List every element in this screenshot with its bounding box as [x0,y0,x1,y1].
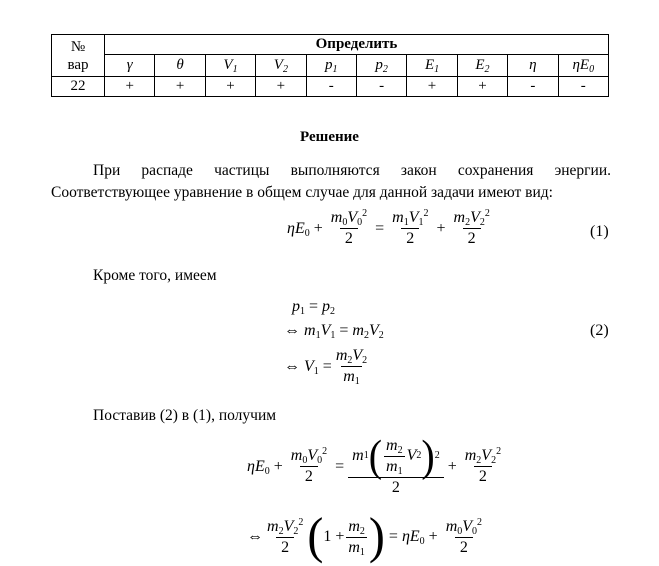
col-e1: $E_1$ [407,55,457,77]
value-cell: + [256,77,306,97]
paragraph-kroме: Кроме того, имеем [93,267,217,284]
equation-2-line-1: $p_1 = p_2$ [292,298,336,317]
value-cell: + [155,77,205,97]
paragraph-substitution: Поставив (2) в (1), получим [93,407,277,424]
variants-table [51,34,609,97]
paragraph-line: Соответствующее уравнение в общем случае для данной задачи имеют вид: [51,184,553,201]
col-e2: $E_2$ [457,55,507,77]
paragraph-intro [51,160,611,204]
value-cell: - [508,77,558,97]
table-row [52,77,609,97]
symbols-row [52,55,609,77]
value-cell: - [356,77,406,97]
equation-1: $\eta E_0$ + $\frac{m_0V_0^2}{2}$ = $\frac{m_1V_1^2}{2}$ + $\frac{m_2V_2^2}{2}$ [287,208,490,247]
col-v1: $V_1$ [205,55,255,77]
value-cell: + [105,77,155,97]
col-eta-e0: $\eta E_0$ [558,55,608,77]
variant-label: вар [67,56,89,73]
variant-number: 22 [52,77,105,97]
equation-2-line-2: ⇔ $m_1V_1 = m_2V_2$ [284,322,384,341]
value-cell: + [205,77,255,97]
variant-number-header [52,35,105,77]
equation-number: (1) [590,223,609,240]
paragraph-line: При распаде частицы выполняются закон сохранения энергии. [93,162,611,179]
col-eta: η [508,55,558,77]
determine-header: Определить [105,35,609,55]
col-p1: $p_1$ [306,55,356,77]
value-cell: - [306,77,356,97]
number-sign-label: № [70,38,86,55]
section-heading: Решение [300,129,359,145]
value-cell: - [558,77,608,97]
equation-4: ⇔ $\frac{m_2V_2^2}{2}$ ( 1 + $\frac{m_2}{m_1}$ ) = $\eta E_0$ + $\frac{m_0V_0^2}{2}$ [247,508,483,565]
equation-3: $\eta E_0$ + $\frac{m_0V_0^2}{2}$ = m 1 ( $\frac{m_2}{m_1}$ V 2 ) 2 2 + $\frac{m_2V_2^2}{2}$ [247,430,502,496]
equation-2-line-3: ⇔ $V_1$ = $\frac{m_2V_2}{m_1}$ [284,347,368,387]
col-gamma: γ [105,55,155,77]
col-p2: $p_2$ [356,55,406,77]
value-cell: + [457,77,507,97]
col-v2: $V_2$ [256,55,306,77]
value-cell: + [407,77,457,97]
equation-number: (2) [590,322,609,339]
col-theta: θ [155,55,205,77]
